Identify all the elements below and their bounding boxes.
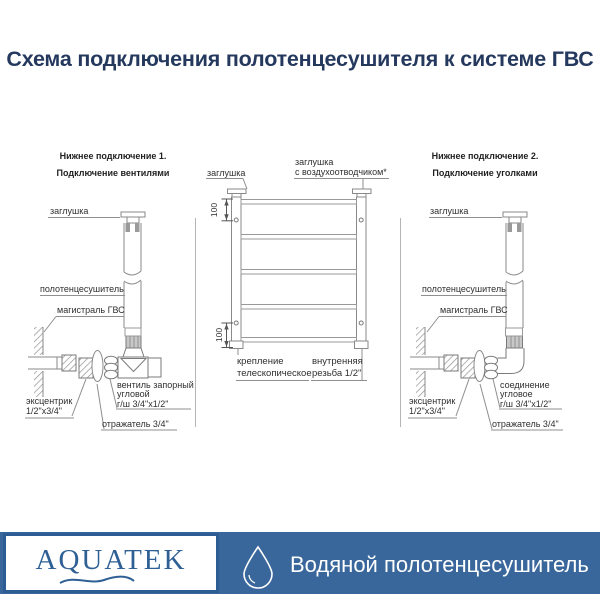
water-drop-icon [242,545,274,589]
section1-heading-line2: Подключение вентилями [56,167,170,178]
label-towel-rail-left: полотенцесушитель [40,284,124,294]
label-eccentric-right-line2: 1/2"х3/4" [409,405,445,416]
label-eccentric-right-line1: эксцентрик [409,396,456,406]
label-inner-thread [312,356,363,379]
label-valve-line1: вентиль запорный [117,379,194,390]
label-elbow-line1: соединение [500,379,550,390]
label-elbow [500,381,551,410]
label-inner-thread-line1: внутренняя [312,356,363,367]
section1-heading-line1: Нижнее подключение 1. [59,150,167,161]
dimension-100-bottom: 100 [213,327,224,342]
label-reflector-left: отражатель 3/4" [102,418,169,429]
label-air-vent-cap-line2: с воздухоотводчиком* [295,167,387,177]
label-valve-line2: угловой [117,389,150,400]
label-eccentric-left [26,397,72,416]
label-main-line-left: магистраль ГВС [57,305,125,315]
dimension-100-top: 100 [209,202,219,218]
brand-logo-box [3,533,219,593]
label-eccentric-left-line1: эксцентрик [26,396,73,406]
label-air-vent-cap-line1: заглушка [295,157,334,167]
label-valve [117,381,194,410]
brand-logo-text: AQUATEK [35,543,187,576]
label-elbow-line2: угловое [500,389,533,400]
label-air-vent-cap [295,157,387,177]
towel-rail-ladder-drawing [228,189,372,349]
page-title: Схема подключения полотенцесушителя к системе ГВС [6,47,594,71]
label-cap-left: заглушка [50,206,89,216]
label-telescopic-mount-line1: крепление [237,356,284,367]
label-cap-middle: заглушка [207,167,246,178]
section2-heading-line2: Подключение уголками [432,167,538,178]
label-cap-right: заглушка [430,206,469,216]
footer-tagline: Водяной полотенцесушитель [290,551,589,577]
label-reflector-right: отражатель 3/4" [492,418,559,429]
label-telescopic-mount-line2: телескопическое [237,367,312,379]
brand-wave-icon [58,574,136,586]
label-telescopic-mount [237,356,312,379]
section2-heading-line1: Нижнее подключение 2. [431,150,539,161]
label-eccentric-left-line2: 1/2"х3/4" [26,405,62,416]
label-main-line-right: магистраль ГВС [440,305,508,315]
label-elbow-line3: г/ш 3/4"х1/2" [500,398,552,409]
label-inner-thread-line2: резьба 1/2" [312,367,362,379]
label-towel-rail-right: полотенцесушитель [422,284,506,294]
label-valve-line3: г/ш 3/4"х1/2" [117,398,169,409]
label-eccentric-right [409,397,455,416]
